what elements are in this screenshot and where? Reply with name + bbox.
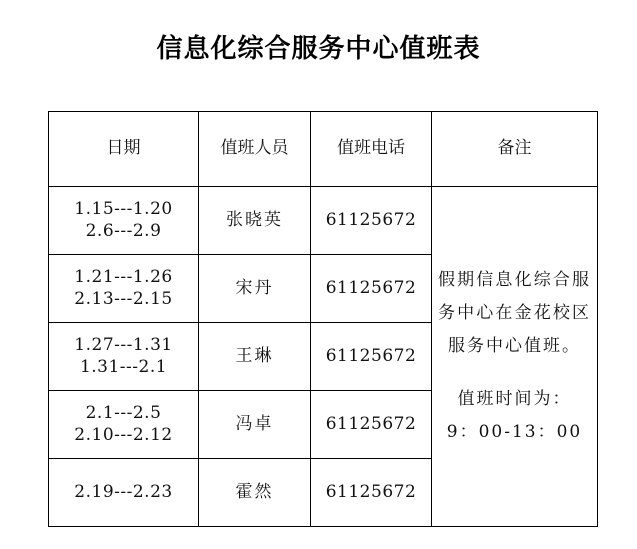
remark-text: 假期信息化综合服务中心在金花校区服务中心值班。 xyxy=(438,270,591,356)
phone-cell: 61125672 xyxy=(311,255,432,323)
remark-spacer xyxy=(438,363,591,383)
table-row xyxy=(49,187,598,255)
staff-cell: 王琳 xyxy=(199,323,311,391)
date-cell xyxy=(49,459,199,527)
remark-cell xyxy=(432,187,598,527)
duty-table xyxy=(48,111,598,527)
date-range: 1.15---1.20 xyxy=(74,199,173,220)
date-cell xyxy=(49,391,199,459)
date-range: 2.1---2.5 xyxy=(85,403,162,424)
date-cell xyxy=(49,323,199,391)
header-phone: 值班电话 xyxy=(311,112,432,187)
date-range: 2.6---2.9 xyxy=(85,220,162,241)
remark-time-value: 9：00-13：00 xyxy=(446,422,583,442)
phone-cell: 61125672 xyxy=(311,391,432,459)
header-remark: 备注 xyxy=(432,112,598,187)
header-date: 日期 xyxy=(49,112,199,187)
date-range: 2.10---2.12 xyxy=(74,424,173,445)
date-cell xyxy=(49,187,199,255)
date-range: 2.13---2.15 xyxy=(74,288,173,309)
phone-cell: 61125672 xyxy=(311,187,432,255)
phone-cell: 61125672 xyxy=(311,459,432,527)
date-range: 2.19---2.23 xyxy=(74,481,173,502)
date-range: 1.27---1.31 xyxy=(74,335,173,356)
date-range: 1.21---1.26 xyxy=(74,267,173,288)
staff-cell: 宋丹 xyxy=(199,255,311,323)
table-header-row xyxy=(49,112,598,187)
staff-cell: 霍然 xyxy=(199,459,311,527)
staff-cell: 张晓英 xyxy=(199,187,311,255)
staff-cell: 冯卓 xyxy=(199,391,311,459)
page-title: 信息化综合服务中心值班表 xyxy=(156,34,481,64)
date-range: 1.31---2.1 xyxy=(79,356,168,377)
phone-cell: 61125672 xyxy=(311,323,432,391)
date-cell xyxy=(49,255,199,323)
header-staff: 值班人员 xyxy=(199,112,311,187)
remark-time-label: 值班时间为： xyxy=(457,389,572,409)
